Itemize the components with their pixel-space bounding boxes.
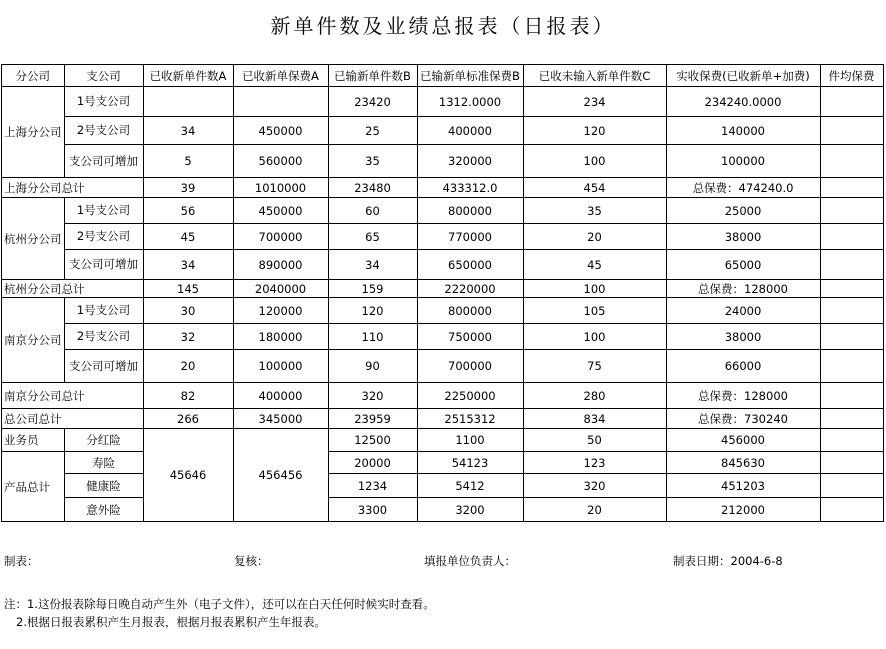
- received-count-cell: 39: [143, 178, 233, 198]
- subtotal-label: 南京分公司总计: [2, 383, 144, 409]
- avg-premium-cell: [820, 498, 883, 522]
- avg-premium-cell: [820, 383, 883, 409]
- received-count-cell: 34: [143, 250, 233, 280]
- entered-count-cell: 1234: [328, 474, 417, 498]
- received-premium-cell: 100000: [233, 350, 328, 383]
- header-entered-std-premium-b: 已输新单标准保费B: [417, 65, 523, 87]
- table-row: [2, 87, 884, 117]
- received-count-cell: [143, 87, 233, 117]
- header-avg-premium: 件均保费: [820, 65, 883, 87]
- unentered-count-cell: 234: [523, 87, 666, 117]
- entered-std-premium-cell: 3200: [417, 498, 523, 522]
- received-premium-cell: 450000: [233, 198, 328, 224]
- actual-premium-cell: 212000: [666, 498, 820, 522]
- unentered-count-cell: 45: [523, 250, 666, 280]
- received-count-cell: 20: [143, 350, 233, 383]
- unentered-count-cell: 834: [523, 409, 666, 429]
- header-branch-company: 分公司: [2, 65, 65, 87]
- table-row: [2, 224, 884, 250]
- product-row: [2, 474, 884, 498]
- entered-std-premium-cell: 320000: [417, 145, 523, 178]
- received-count-cell: 145: [143, 280, 233, 298]
- product-name: 分红险: [64, 429, 143, 452]
- entered-count-cell: 90: [328, 350, 417, 383]
- actual-premium-cell: 456000: [666, 429, 820, 452]
- header-sub-branch: 支公司: [64, 65, 143, 87]
- entered-count-cell: 12500: [328, 429, 417, 452]
- avg-premium-cell: [820, 298, 883, 324]
- avg-premium-cell: [820, 280, 883, 298]
- actual-premium-cell: 38000: [666, 224, 820, 250]
- branch-company-name: 杭州分公司: [2, 198, 65, 280]
- branch-company-name: 上海分公司: [2, 87, 65, 178]
- entered-count-cell: 60: [328, 198, 417, 224]
- header-actual-premium: 实收保费(已收新单+加费): [666, 65, 820, 87]
- subtotal-row: [2, 383, 884, 409]
- sub-branch-name: 1号支公司: [64, 198, 143, 224]
- entered-std-premium-cell: 750000: [417, 324, 523, 350]
- received-premium-cell: 120000: [233, 298, 328, 324]
- unentered-count-cell: 100: [523, 280, 666, 298]
- entered-std-premium-cell: 433312.0: [417, 178, 523, 198]
- received-count-cell: 266: [143, 409, 233, 429]
- unentered-count-cell: 105: [523, 298, 666, 324]
- actual-premium-cell: 总保费：128000: [666, 383, 820, 409]
- received-premium-cell: 450000: [233, 117, 328, 145]
- sub-branch-name: 支公司可增加: [64, 350, 143, 383]
- received-premium-cell: 2040000: [233, 280, 328, 298]
- entered-count-cell: 34: [328, 250, 417, 280]
- entered-count-cell: 320: [328, 383, 417, 409]
- entered-count-cell: 110: [328, 324, 417, 350]
- product-row: [2, 429, 884, 452]
- entered-std-premium-cell: 54123: [417, 452, 523, 474]
- unentered-count-cell: 100: [523, 145, 666, 178]
- subtotal-row: [2, 178, 884, 198]
- actual-premium-cell: 总保费：730240: [666, 409, 820, 429]
- salesman-label: 业务员: [2, 429, 65, 452]
- footer-reviewer: 复核：: [234, 554, 269, 568]
- sub-branch-name: 1号支公司: [64, 87, 143, 117]
- product-total-label: 产品总计: [2, 452, 65, 522]
- unentered-count-cell: 280: [523, 383, 666, 409]
- avg-premium-cell: [820, 474, 883, 498]
- table-row: [2, 250, 884, 280]
- received-premium-cell: 700000: [233, 224, 328, 250]
- unentered-count-cell: 123: [523, 452, 666, 474]
- unentered-count-cell: 320: [523, 474, 666, 498]
- entered-std-premium-cell: 2220000: [417, 280, 523, 298]
- product-name: 寿险: [64, 452, 143, 474]
- avg-premium-cell: [820, 250, 883, 280]
- actual-premium-cell: 234240.0000: [666, 87, 820, 117]
- entered-count-cell: 20000: [328, 452, 417, 474]
- subtotal-label: 上海分公司总计: [2, 178, 144, 198]
- note-line-1: 注：1.这份报表除每日晚自动产生外（电子文件），还可以在白天任何时候实时查看。: [4, 597, 435, 611]
- unentered-count-cell: 35: [523, 198, 666, 224]
- table-row: [2, 117, 884, 145]
- entered-count-cell: 159: [328, 280, 417, 298]
- actual-premium-cell: 845630: [666, 452, 820, 474]
- actual-premium-cell: 65000: [666, 250, 820, 280]
- table-row: [2, 198, 884, 224]
- entered-std-premium-cell: 1312.0000: [417, 87, 523, 117]
- avg-premium-cell: [820, 429, 883, 452]
- entered-std-premium-cell: 800000: [417, 198, 523, 224]
- entered-std-premium-cell: 400000: [417, 117, 523, 145]
- entered-count-cell: 35: [328, 145, 417, 178]
- received-premium-cell: 890000: [233, 250, 328, 280]
- subtotal-row: [2, 280, 884, 298]
- received-count-cell: 34: [143, 117, 233, 145]
- unentered-count-cell: 20: [523, 224, 666, 250]
- avg-premium-cell: [820, 178, 883, 198]
- sub-branch-name: 1号支公司: [64, 298, 143, 324]
- actual-premium-cell: 451203: [666, 474, 820, 498]
- company-total-label: 总公司总计: [2, 409, 144, 429]
- company-total-row: [2, 409, 884, 429]
- product-name: 意外险: [64, 498, 143, 522]
- product-name: 健康险: [64, 474, 143, 498]
- product-received-count: 45646: [143, 429, 233, 522]
- received-count-cell: 82: [143, 383, 233, 409]
- entered-count-cell: 3300: [328, 498, 417, 522]
- entered-count-cell: 23420: [328, 87, 417, 117]
- received-premium-cell: 560000: [233, 145, 328, 178]
- actual-premium-cell: 总保费：128000: [666, 280, 820, 298]
- sub-branch-name: 2号支公司: [64, 224, 143, 250]
- avg-premium-cell: [820, 224, 883, 250]
- received-premium-cell: 345000: [233, 409, 328, 429]
- header-received-count-a: 已收新单件数A: [143, 65, 233, 87]
- actual-premium-cell: 140000: [666, 117, 820, 145]
- sub-branch-name: 2号支公司: [64, 324, 143, 350]
- received-count-cell: 5: [143, 145, 233, 178]
- entered-count-cell: 23480: [328, 178, 417, 198]
- subtotal-label: 杭州分公司总计: [2, 280, 144, 298]
- branch-company-name: 南京分公司: [2, 298, 65, 383]
- received-premium-cell: 1010000: [233, 178, 328, 198]
- table-row: [2, 145, 884, 178]
- avg-premium-cell: [820, 145, 883, 178]
- entered-std-premium-cell: 2515312: [417, 409, 523, 429]
- unentered-count-cell: 454: [523, 178, 666, 198]
- avg-premium-cell: [820, 409, 883, 429]
- actual-premium-cell: 66000: [666, 350, 820, 383]
- sub-branch-name: 2号支公司: [64, 117, 143, 145]
- actual-premium-cell: 25000: [666, 198, 820, 224]
- avg-premium-cell: [820, 452, 883, 474]
- product-received-premium: 456456: [233, 429, 328, 522]
- report-table: [1, 64, 884, 522]
- actual-premium-cell: 100000: [666, 145, 820, 178]
- table-row: [2, 298, 884, 324]
- header-unentered-count-c: 已收未输入新单件数C: [523, 65, 666, 87]
- table-row: [2, 324, 884, 350]
- received-count-cell: 30: [143, 298, 233, 324]
- actual-premium-cell: 总保费：474240.0: [666, 178, 820, 198]
- entered-count-cell: 25: [328, 117, 417, 145]
- sub-branch-name: 支公司可增加: [64, 145, 143, 178]
- product-row: [2, 452, 884, 474]
- avg-premium-cell: [820, 87, 883, 117]
- avg-premium-cell: [820, 350, 883, 383]
- received-premium-cell: 400000: [233, 383, 328, 409]
- header-entered-count-b: 已输新单件数B: [328, 65, 417, 87]
- avg-premium-cell: [820, 198, 883, 224]
- avg-premium-cell: [820, 324, 883, 350]
- entered-std-premium-cell: 5412: [417, 474, 523, 498]
- entered-std-premium-cell: 700000: [417, 350, 523, 383]
- entered-count-cell: 23959: [328, 409, 417, 429]
- received-count-cell: 56: [143, 198, 233, 224]
- actual-premium-cell: 24000: [666, 298, 820, 324]
- entered-count-cell: 120: [328, 298, 417, 324]
- entered-std-premium-cell: 650000: [417, 250, 523, 280]
- entered-std-premium-cell: 2250000: [417, 383, 523, 409]
- footer-maker: 制表：: [4, 554, 39, 568]
- header-received-premium-a: 已收新单保费A: [233, 65, 328, 87]
- received-count-cell: 32: [143, 324, 233, 350]
- avg-premium-cell: [820, 117, 883, 145]
- entered-std-premium-cell: 800000: [417, 298, 523, 324]
- entered-count-cell: 65: [328, 224, 417, 250]
- sub-branch-name: 支公司可增加: [64, 250, 143, 280]
- table-row: [2, 350, 884, 383]
- entered-std-premium-cell: 1100: [417, 429, 523, 452]
- actual-premium-cell: 38000: [666, 324, 820, 350]
- footer-responsible: 填报单位负责人：: [424, 554, 516, 568]
- unentered-count-cell: 120: [523, 117, 666, 145]
- unentered-count-cell: 75: [523, 350, 666, 383]
- header-row: [2, 65, 884, 87]
- unentered-count-cell: 50: [523, 429, 666, 452]
- received-count-cell: 45: [143, 224, 233, 250]
- note-line-2: 2.根据日报表累积产生月报表，根据月报表累积产生年报表。: [16, 615, 326, 629]
- unentered-count-cell: 100: [523, 324, 666, 350]
- entered-std-premium-cell: 770000: [417, 224, 523, 250]
- product-row: [2, 498, 884, 522]
- unentered-count-cell: 20: [523, 498, 666, 522]
- received-premium-cell: 180000: [233, 324, 328, 350]
- footer-date: 制表日期：2004-6-8: [673, 554, 783, 568]
- received-premium-cell: [233, 87, 328, 117]
- report-title: 新单件数及业绩总报表（日报表）: [270, 14, 616, 38]
